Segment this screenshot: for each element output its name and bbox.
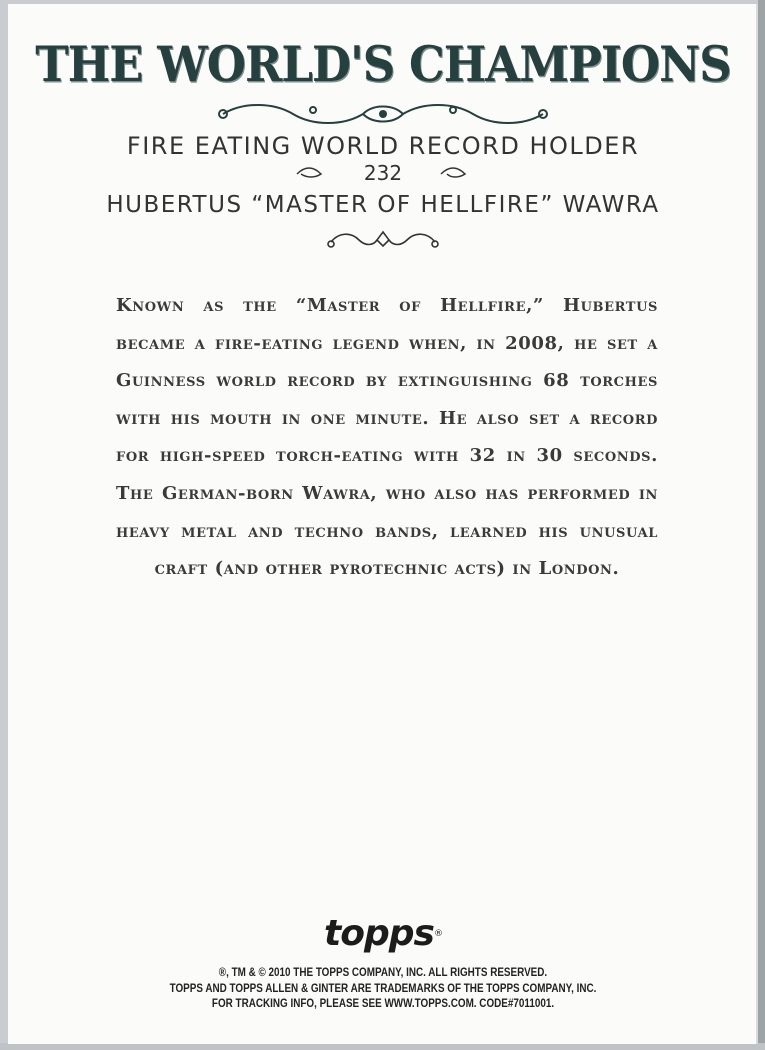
legal-line-3: FOR TRACKING INFO, PLEASE SEE WWW.TOPPS.COM. CODE#7011001. <box>211 998 555 1010</box>
legal-line-2: TOPPS AND TOPPS ALLEN & GINTER ARE TRADEMARKS OF THE TOPPS COMPANY, INC. <box>169 982 597 995</box>
scan-bottom-edge <box>0 1043 765 1050</box>
series-title-block <box>8 30 758 100</box>
topps-logo <box>8 912 758 956</box>
champion-biography <box>116 287 658 588</box>
champion-name: HUBERTUS “MASTER OF HELLFIRE” WAWRA <box>106 192 660 218</box>
biography-text: Known as the “Master of Hellfire,” Hubertus became a fire-eating legend when, in 2008, he set a Guinness world record by extinguishing 68 torches with his mouth in one minute. He also set a record for high-speed torch-eating with 32 in 30 seconds. The German-born Wawra, who also has performed in heavy metal and techno bands, learned his unusual craft (and other pyrotechnic acts) in London. <box>116 295 658 580</box>
legal-notice <box>61 966 706 1013</box>
card-edge-shadow <box>758 0 765 1050</box>
series-title: THE WORLD'S CHAMPIONS <box>35 35 731 94</box>
record-category: FIRE EATING WORLD RECORD HOLDER <box>126 132 640 160</box>
topps-wordmark: topps <box>324 913 434 954</box>
top-flourish-ornament <box>8 100 758 132</box>
trading-card-back <box>8 4 758 1044</box>
bottom-flourish-ornament <box>8 226 758 256</box>
card-number: 232 <box>363 161 403 185</box>
legal-line-1: ®, TM & © 2010 THE TOPPS COMPANY, INC. ALL RIGHTS RESERVED. <box>218 967 548 979</box>
registered-mark-icon: ® <box>433 929 442 939</box>
